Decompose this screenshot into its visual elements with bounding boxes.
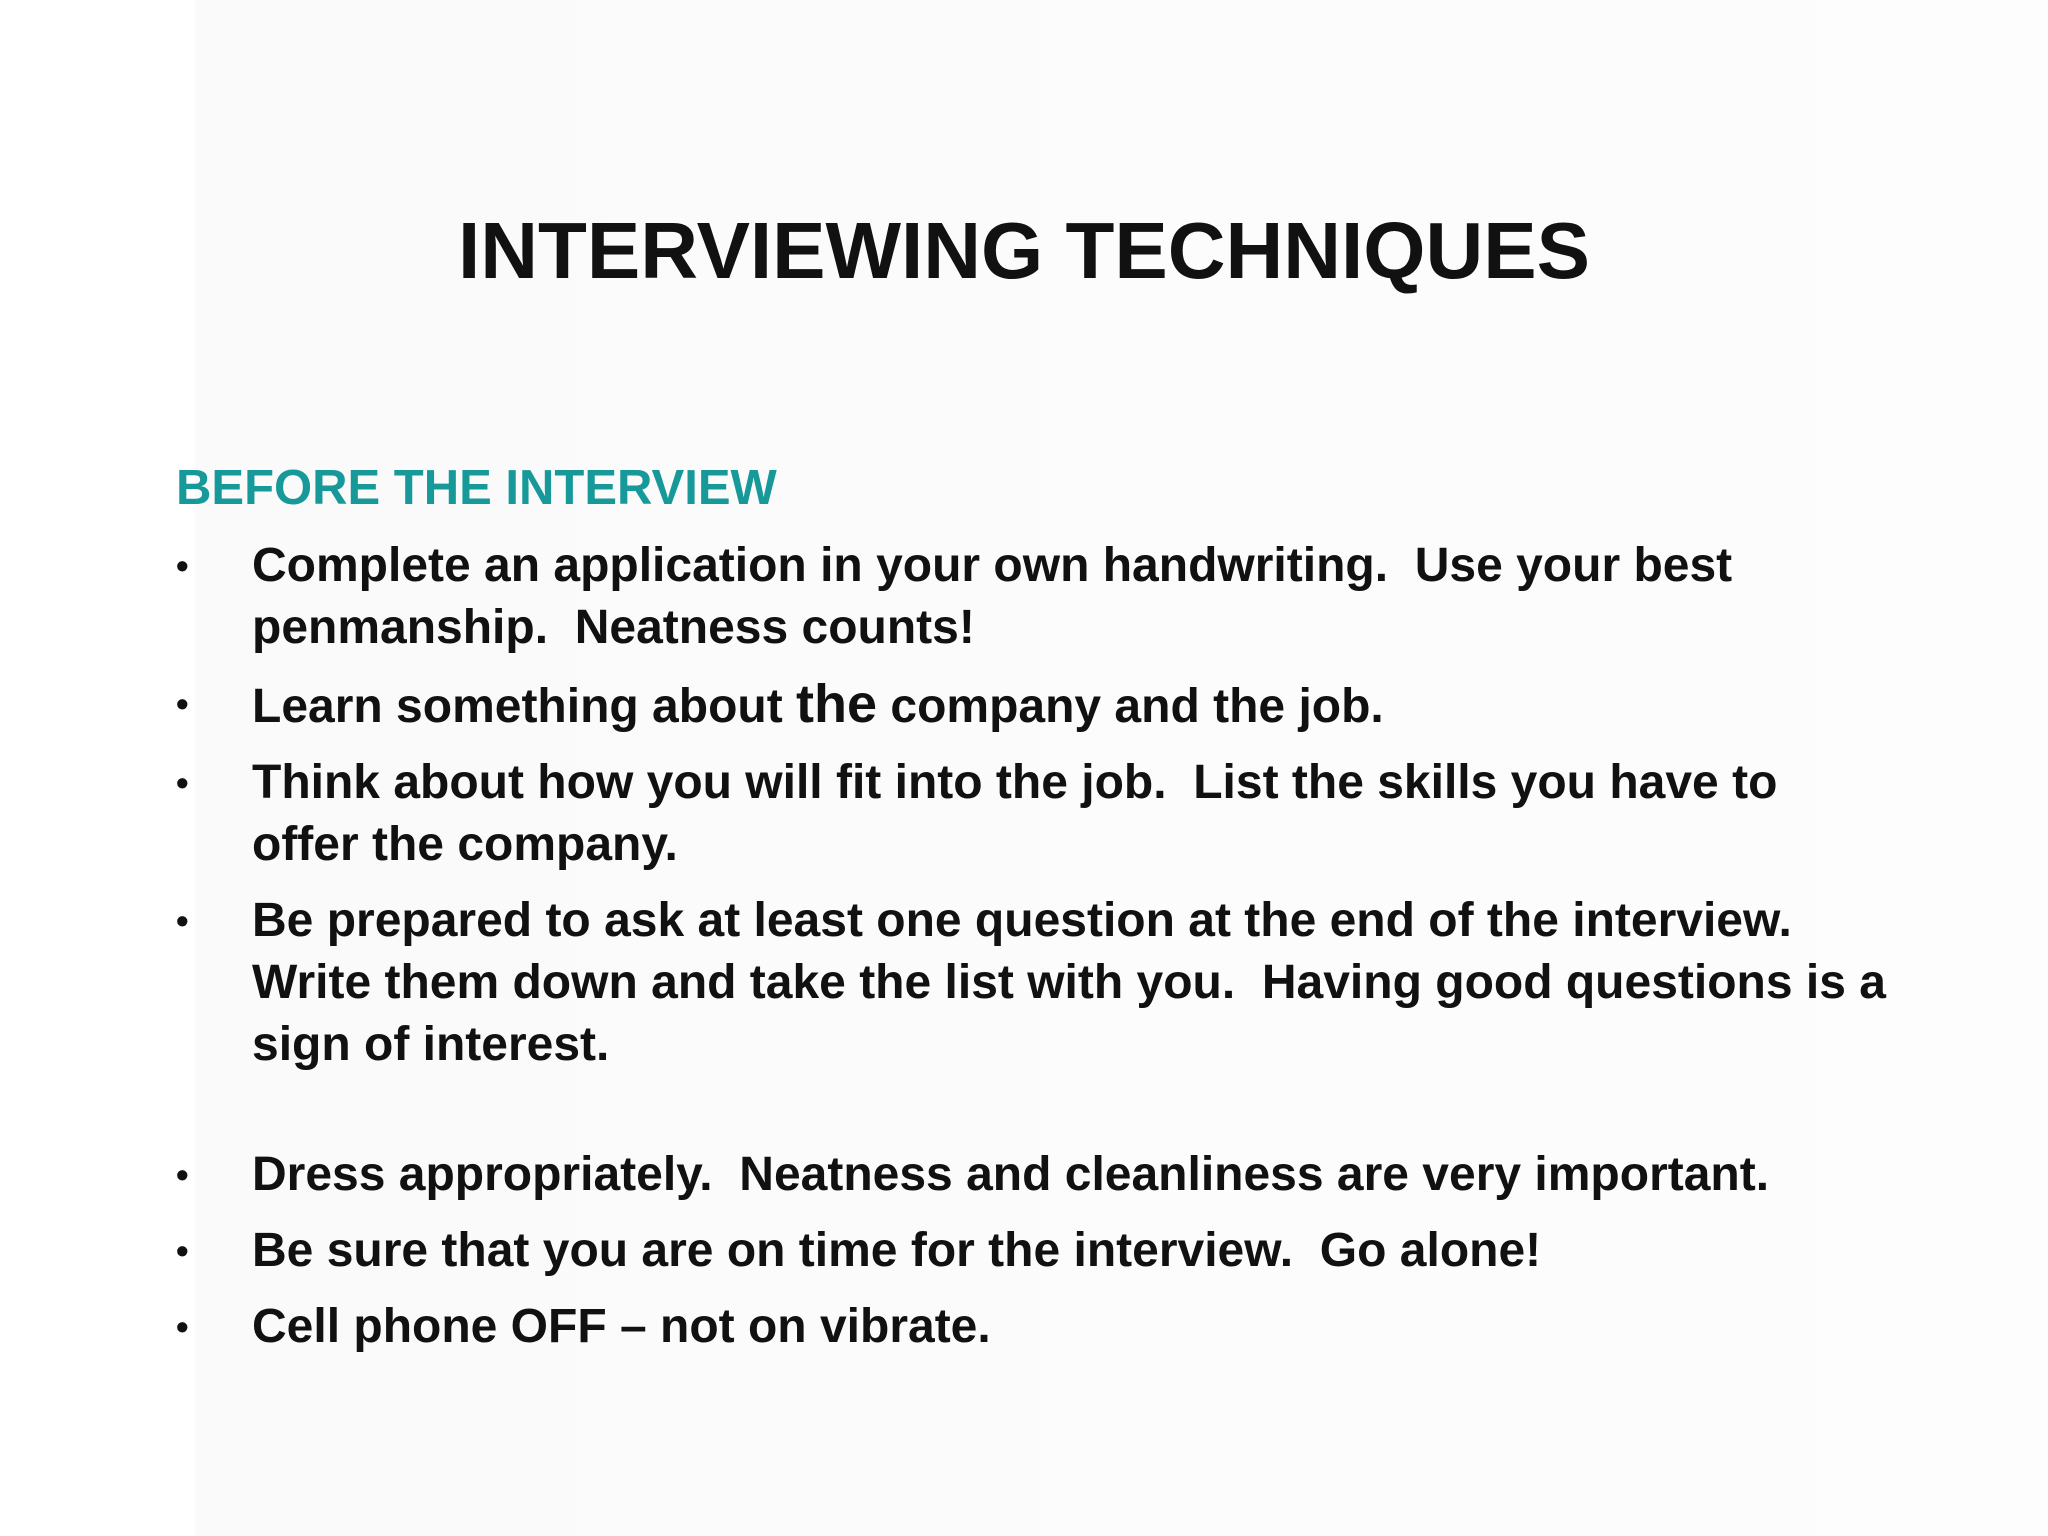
bullet-text-emphasis: the xyxy=(796,674,878,734)
bullet-text: Think about how you will fit into the job. List the skills you have to offer the company. xyxy=(252,756,1791,871)
bullet-text: Dress appropriately. Neatness and cleanliness are very important. xyxy=(252,1148,1770,1201)
bullet-icon: • xyxy=(176,762,189,803)
bullet-text-before: Learn something about xyxy=(252,680,797,733)
list-item xyxy=(176,535,1896,659)
bullet-text: Be prepared to ask at least one question at the end of the interview. Write them down and take the list with you. Having good questions is a sign of interest. xyxy=(252,894,1900,1071)
slide-title: INTERVIEWING TECHNIQUES xyxy=(458,206,1590,295)
section-heading-before-interview: BEFORE THE INTERVIEW xyxy=(176,461,777,515)
list-item xyxy=(176,1296,1896,1358)
bullet-icon: • xyxy=(176,1230,189,1271)
bullet-icon: • xyxy=(176,545,189,586)
bullet-list xyxy=(176,535,1900,1358)
bullet-text xyxy=(252,673,1896,738)
list-item xyxy=(176,673,1896,738)
bullet-text: Complete an application in your own handwriting. Use your best penmanship. Neatness counts! xyxy=(252,539,1746,654)
bullet-icon: • xyxy=(176,1306,189,1347)
bullet-text: Cell phone OFF – not on vibrate. xyxy=(252,1300,991,1353)
bullet-text-after: company and the job. xyxy=(877,680,1384,733)
bullet-icon: • xyxy=(176,1154,189,1195)
list-item xyxy=(176,752,1896,876)
bullet-icon: • xyxy=(176,900,189,941)
list-item xyxy=(176,890,1900,1076)
list-item xyxy=(176,1144,1896,1206)
list-item xyxy=(176,1220,1896,1282)
bullet-text: Be sure that you are on time for the interview. Go alone! xyxy=(252,1224,1542,1277)
bullet-icon: • xyxy=(176,683,189,724)
